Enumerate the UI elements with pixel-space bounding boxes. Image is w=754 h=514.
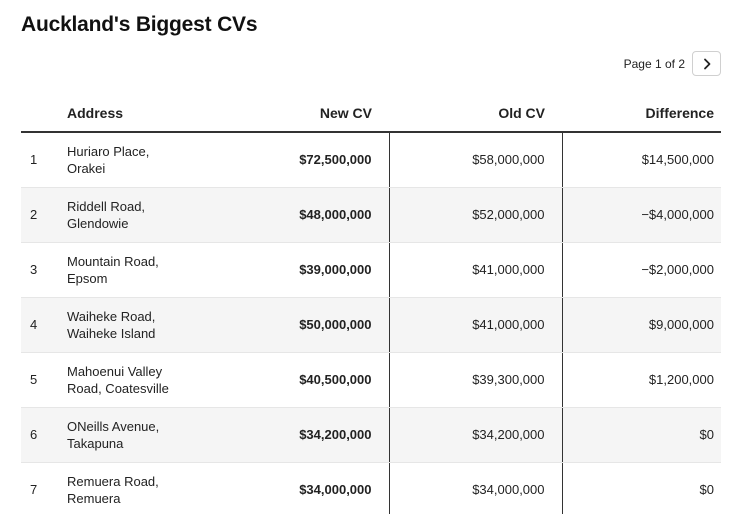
column-header-new-cv[interactable]: New CV xyxy=(211,95,389,132)
table-row xyxy=(21,242,721,297)
difference-cell: $0 xyxy=(562,462,721,514)
table-row xyxy=(21,187,721,242)
page-title: Auckland's Biggest CVs xyxy=(21,13,258,36)
rank-cell: 2 xyxy=(21,187,67,242)
pagination xyxy=(624,51,721,76)
difference-cell: $0 xyxy=(562,407,721,462)
difference-cell: −$2,000,000 xyxy=(562,242,721,297)
old-cv-cell: $34,200,000 xyxy=(389,407,562,462)
address-line2: Remuera xyxy=(67,490,121,506)
column-header-address[interactable]: Address xyxy=(67,95,211,132)
new-cv-cell: $34,000,000 xyxy=(211,462,389,514)
column-header-rank xyxy=(21,95,67,132)
address-line1: Waiheke Road, xyxy=(67,308,156,324)
difference-cell: −$4,000,000 xyxy=(562,187,721,242)
table-row xyxy=(21,352,721,407)
old-cv-cell: $39,300,000 xyxy=(389,352,562,407)
address-cell xyxy=(67,242,211,297)
rank-cell: 3 xyxy=(21,242,67,297)
rank-cell: 7 xyxy=(21,462,67,514)
address-cell xyxy=(67,297,211,352)
address-line1: Remuera Road, xyxy=(67,473,159,489)
address-cell xyxy=(67,462,211,514)
old-cv-cell: $41,000,000 xyxy=(389,242,562,297)
new-cv-cell: $34,200,000 xyxy=(211,407,389,462)
table-row xyxy=(21,132,721,187)
chevron-right-icon xyxy=(702,58,712,70)
rank-cell: 4 xyxy=(21,297,67,352)
address-line2: Takapuna xyxy=(67,435,124,451)
address-line2: Orakei xyxy=(67,160,106,176)
table-row xyxy=(21,462,721,514)
difference-cell: $1,200,000 xyxy=(562,352,721,407)
old-cv-cell: $52,000,000 xyxy=(389,187,562,242)
table-header-row xyxy=(21,95,721,132)
address-line2: Epsom xyxy=(67,270,108,286)
address-line2: Road, Coatesville xyxy=(67,380,169,396)
new-cv-cell: $40,500,000 xyxy=(211,352,389,407)
new-cv-cell: $72,500,000 xyxy=(211,132,389,187)
address-line2: Glendowie xyxy=(67,215,129,231)
address-cell xyxy=(67,132,211,187)
address-cell xyxy=(67,407,211,462)
table-body xyxy=(21,132,721,514)
table-row xyxy=(21,297,721,352)
page-indicator: Page 1 of 2 xyxy=(623,56,685,71)
table-row xyxy=(21,407,721,462)
address-cell xyxy=(67,352,211,407)
difference-cell: $14,500,000 xyxy=(562,132,721,187)
new-cv-cell: $48,000,000 xyxy=(211,187,389,242)
next-page-button[interactable] xyxy=(692,51,721,76)
column-header-difference[interactable]: Difference xyxy=(562,95,721,132)
old-cv-cell: $41,000,000 xyxy=(389,297,562,352)
address-line1: Mountain Road, xyxy=(67,253,159,269)
column-header-old-cv[interactable]: Old CV xyxy=(389,95,562,132)
address-line1: Riddell Road, xyxy=(67,198,146,214)
old-cv-cell: $58,000,000 xyxy=(389,132,562,187)
rank-cell: 1 xyxy=(21,132,67,187)
cv-table xyxy=(21,95,721,514)
address-cell xyxy=(67,187,211,242)
rank-cell: 6 xyxy=(21,407,67,462)
rank-cell: 5 xyxy=(21,352,67,407)
new-cv-cell: $39,000,000 xyxy=(211,242,389,297)
address-line2: Waiheke Island xyxy=(67,325,156,341)
address-line1: Mahoenui Valley xyxy=(67,363,163,379)
old-cv-cell: $34,000,000 xyxy=(389,462,562,514)
difference-cell: $9,000,000 xyxy=(562,297,721,352)
new-cv-cell: $50,000,000 xyxy=(211,297,389,352)
address-line1: Huriaro Place, xyxy=(67,143,150,159)
address-line1: ONeills Avenue, xyxy=(67,418,160,434)
